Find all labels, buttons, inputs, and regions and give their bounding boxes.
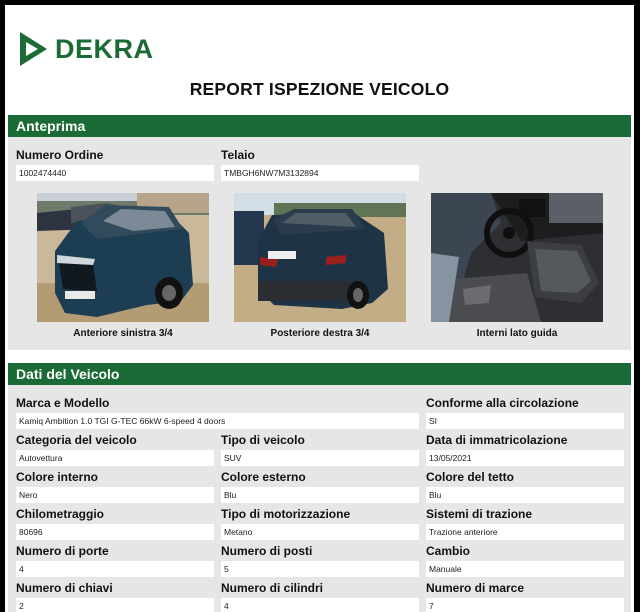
field-value: 7 xyxy=(426,598,624,612)
field-value: Blu xyxy=(221,487,419,503)
field-label: Chilometraggio xyxy=(16,507,105,521)
vehicle-section-header: Dati del Veicolo xyxy=(8,363,631,385)
vehicle-field-cylinders xyxy=(221,581,419,612)
vehicle-field-keys xyxy=(16,581,214,612)
vehicle-field-interior-color xyxy=(16,470,214,503)
vin-label: Telaio xyxy=(221,148,255,162)
field-value: Metano xyxy=(221,524,419,540)
field-label: Conforme alla circolazione xyxy=(426,396,579,410)
photo-rear-right-caption: Posteriore destra 3/4 xyxy=(270,328,370,339)
field-label: Numero di posti xyxy=(221,544,313,558)
field-label: Numero di cilindri xyxy=(221,581,324,595)
field-label: Colore interno xyxy=(16,470,99,484)
report-page xyxy=(5,5,634,612)
vehicle-field-type xyxy=(221,433,419,466)
photo-interior[interactable] xyxy=(431,193,603,339)
field-value: 4 xyxy=(221,598,419,612)
vehicle-field-category xyxy=(16,433,214,466)
field-value: SI xyxy=(426,413,624,429)
vin-value: TMBGH6NW7M3132894 xyxy=(221,165,419,181)
dekra-logo-icon xyxy=(17,30,49,68)
field-label: Data di immatricolazione xyxy=(426,433,568,447)
vehicle-field-gears xyxy=(426,581,624,612)
field-label: Categoria del veicolo xyxy=(16,433,137,447)
field-label: Tipo di veicolo xyxy=(221,433,305,447)
field-value: 2 xyxy=(16,598,214,612)
photo-front-left-image[interactable] xyxy=(37,193,209,322)
field-label: Marca e Modello xyxy=(16,396,110,410)
vehicle-field-roof-color xyxy=(426,470,624,503)
field-label: Colore esterno xyxy=(221,470,306,484)
field-value: Autovettura xyxy=(16,450,214,466)
field-value: 5 xyxy=(221,561,419,577)
field-value: Manuale xyxy=(426,561,624,577)
field-value: Kamiq Ambition 1.0 TGI G-TEC 66kW 6-speed 4 doors xyxy=(16,413,419,429)
field-label: Tipo di motorizzazione xyxy=(221,507,351,521)
vehicle-field-seats xyxy=(221,544,419,577)
vehicle-field-mileage xyxy=(16,507,214,540)
vehicle-field-make-model xyxy=(16,396,419,429)
field-label: Numero di marce xyxy=(426,581,525,595)
field-value: SUV xyxy=(221,450,419,466)
field-value: 13/05/2021 xyxy=(426,450,624,466)
dekra-logo xyxy=(17,29,154,69)
photo-interior-image[interactable] xyxy=(431,193,603,322)
vehicle-field-doors xyxy=(16,544,214,577)
field-value: Nero xyxy=(16,487,214,503)
order-number-label: Numero Ordine xyxy=(16,148,104,162)
order-number-value: 1002474440 xyxy=(16,165,214,181)
field-label: Sistemi di trazione xyxy=(426,507,533,521)
field-label: Colore del tetto xyxy=(426,470,515,484)
field-label: Numero di porte xyxy=(16,544,109,558)
vehicle-field-roadworthy xyxy=(426,396,624,429)
vehicle-field-gearbox xyxy=(426,544,624,577)
field-value: Blu xyxy=(426,487,624,503)
photo-front-left[interactable] xyxy=(37,193,209,339)
report-title: REPORT ISPEZIONE VEICOLO xyxy=(189,79,450,99)
order-number-field xyxy=(16,148,214,181)
preview-section-header: Anteprima xyxy=(8,115,631,137)
preview-section xyxy=(8,115,631,350)
field-label: Numero di chiavi xyxy=(16,581,113,595)
field-value: 4 xyxy=(16,561,214,577)
field-value: Trazione anteriore xyxy=(426,524,624,540)
field-label: Cambio xyxy=(426,544,471,558)
vehicle-field-exterior-color xyxy=(221,470,419,503)
vehicle-field-drivetrain xyxy=(426,507,624,540)
photo-rear-right[interactable] xyxy=(234,193,406,339)
photo-front-left-caption: Anteriore sinistra 3/4 xyxy=(73,328,173,339)
brand-name: DEKRA xyxy=(55,33,154,64)
field-value: 80696 xyxy=(16,524,214,540)
vehicle-field-registration-date xyxy=(426,433,624,466)
photo-interior-caption: Interni lato guida xyxy=(476,328,558,339)
photo-rear-right-image[interactable] xyxy=(234,193,406,322)
vehicle-field-engine-type xyxy=(221,507,419,540)
vehicle-section xyxy=(8,363,631,612)
vin-field xyxy=(221,148,419,181)
